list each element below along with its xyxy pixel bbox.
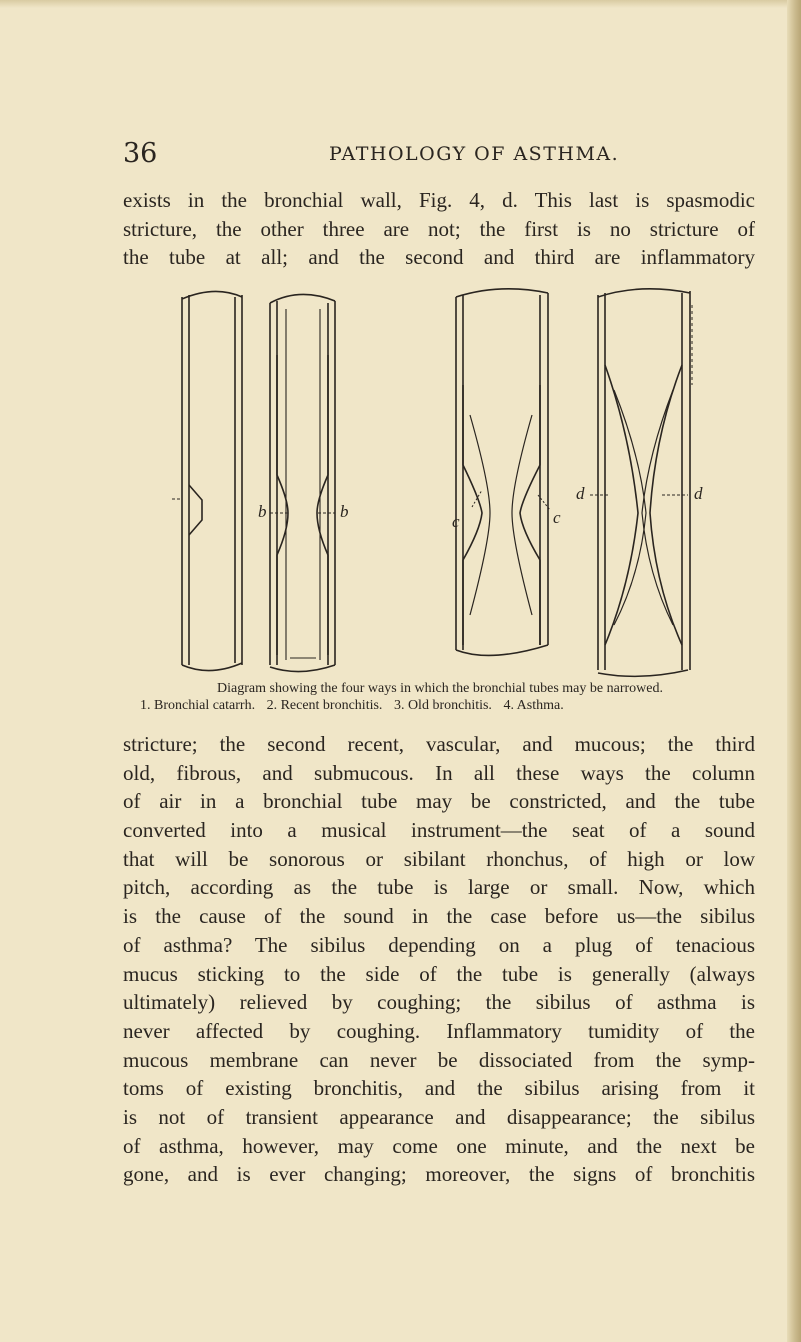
page-top-edge xyxy=(0,0,801,8)
text-line: old, fibrous, and submucous. In all these ways the column xyxy=(123,760,755,785)
page-number: 36 xyxy=(123,138,158,169)
page-header xyxy=(123,138,763,172)
text-line: gone, and is ever changing; moreover, the signs of bronchitis xyxy=(123,1162,755,1187)
caption-item: 2. Recent bronchitis. xyxy=(266,698,383,713)
caption-item: 3. Old bronchitis. xyxy=(393,698,492,713)
bronchial-tube-diagram xyxy=(170,285,730,680)
running-head: PATHOLOGY OF ASTHMA. xyxy=(329,143,620,165)
text-line: mucus sticking to the side of the tube is generally (always xyxy=(123,961,755,986)
label-d-right: d xyxy=(694,484,703,503)
text-line: never affected by coughing. Inflammatory tumidity of the xyxy=(123,1018,755,1043)
page-right-edge xyxy=(787,0,801,1342)
text-line: converted into a musical instrument—the seat of a sound xyxy=(123,818,755,843)
text-line: of asthma, however, may come one minute, and the next be xyxy=(123,1133,755,1158)
label-c-left: c xyxy=(452,512,460,531)
text-line: is not of transient appearance and disappearance; the sibilus xyxy=(123,1104,755,1129)
text-line: that will be sonorous or sibilant rhonchus, of high or low xyxy=(123,846,755,871)
text-line: mucous membrane can never be dissociated from the symp- xyxy=(123,1047,755,1072)
tube-3 xyxy=(456,289,548,656)
label-d-left: d xyxy=(576,484,585,503)
caption-item: 4. Asthma. xyxy=(503,698,564,713)
text-line: exists in the bronchial wall, Fig. 4, d. This last is spasmodic xyxy=(123,188,755,212)
paragraph-top xyxy=(123,186,755,272)
caption-item: 1. Bronchial catarrh. xyxy=(140,698,256,713)
label-c-right: c xyxy=(553,508,561,527)
paragraph-body xyxy=(123,730,755,1189)
tube-4 xyxy=(598,289,692,677)
label-b-right: b xyxy=(340,502,349,521)
tube-1 xyxy=(182,291,242,670)
text-line: of asthma? The sibilus depending on a plug of tenacious xyxy=(123,932,755,957)
text-line: the tube at all; and the second and third are inflammatory xyxy=(123,245,755,270)
figure-caption-items xyxy=(140,697,760,714)
text-line: is the cause of the sound in the case before us—the sibilus xyxy=(123,904,755,929)
text-line: ultimately) relieved by coughing; the sibilus of asthma is xyxy=(123,990,755,1015)
label-b-left: b xyxy=(258,502,267,521)
text-line: stricture, the other three are not; the first is no stricture of xyxy=(123,216,755,241)
text-line: of air in a bronchial tube may be constricted, and the tube xyxy=(123,789,755,814)
text-line: pitch, according as the tube is large or small. Now, which xyxy=(123,875,755,900)
tube-2 xyxy=(270,294,335,671)
text-line: toms of existing bronchitis, and the sibilus arising from it xyxy=(123,1076,755,1101)
figure-caption: Diagram showing the four ways in which the bronchial tubes may be narrowed. xyxy=(217,681,663,696)
text-line: stricture; the second recent, vascular, and mucous; the third xyxy=(123,732,755,756)
